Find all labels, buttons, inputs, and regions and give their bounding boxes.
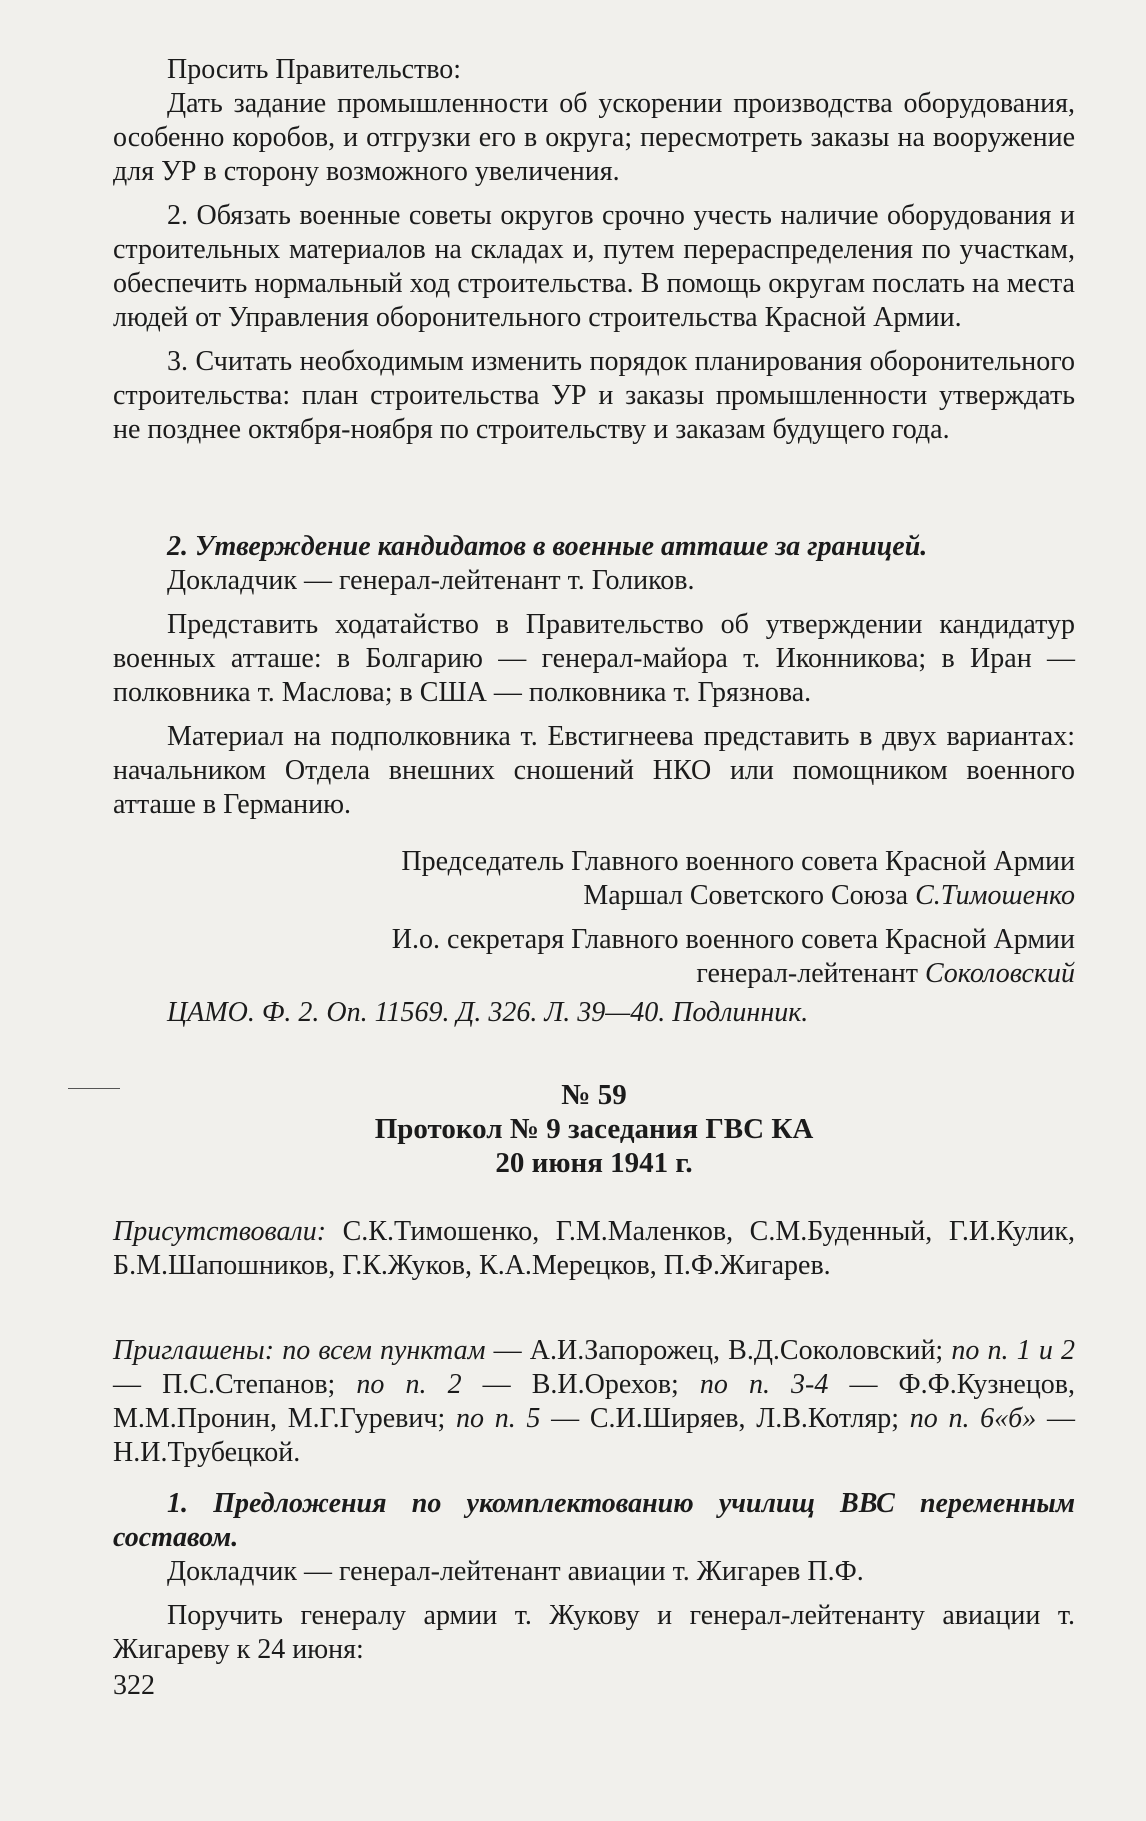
secretary-rank-line: генерал-лейтенант Соколовский bbox=[696, 958, 1075, 989]
paragraph: 2. Обязать военные советы округов срочно учесть наличие оборудования и строительных материалов на складах и, путем перераспределения по участкам, обеспечить нормальный ход строительства. В помощь округам послать на места людей от Управления оборонительного строительства Красной Армии. bbox=[113, 200, 1075, 333]
paragraph: 3. Считать необходимым изменить порядок планирования оборонительного строительства: план строительства УР и заказы промышленности утверждать не позднее октября-ноября по строительству и заказам будущего года. bbox=[113, 346, 1075, 445]
chair-title: Председатель Главного военного совета Красной Армии bbox=[401, 846, 1075, 877]
document-header bbox=[113, 1078, 1075, 1180]
secretary-title: И.о. секретаря Главного военного совета Красной Армии bbox=[391, 924, 1075, 955]
top-section bbox=[113, 53, 1075, 447]
attendees: Присутствовали: С.К.Тимошенко, Г.М.Маленков, С.М.Буденный, Г.И.Кулик, Б.М.Шапошников, Г.К.Жуков, К.А.Мерецков, П.Ф.Жигарев. bbox=[113, 1216, 1075, 1281]
item-1-section bbox=[113, 1487, 1075, 1667]
chair-rank-line: Маршал Советского Союза С.Тимошенко bbox=[583, 880, 1075, 911]
paragraph: Материал на подполковника т. Евстигнеева представить в двух вариантах: начальником Отдела внешних сношений НКО или помощником военного атташе в Германию. bbox=[113, 721, 1075, 820]
signature-block bbox=[113, 845, 1075, 991]
secretary-signature: Соколовский bbox=[924, 958, 1075, 989]
paragraph: Дать задание промышленности об ускорении производства оборудования, особенно коробов, и отгрузки его в округа; пересмотреть заказы на вооружение для УР в сторону возможного увеличения. bbox=[113, 88, 1075, 187]
page-number: 322 bbox=[113, 1670, 155, 1701]
item-title: 2. Утверждение кандидатов в военные атташе за границей. bbox=[167, 531, 928, 562]
item-title: 1. Предложения по укомплектованию училищ ВВС переменным составом. bbox=[113, 1488, 1075, 1553]
chair-signature: С.Тимошенко bbox=[915, 880, 1075, 911]
document-date: 20 июня 1941 г. bbox=[495, 1147, 693, 1179]
item-2-section bbox=[113, 530, 1075, 822]
invited-section bbox=[113, 1334, 1075, 1470]
attendees-label: Присутствовали: bbox=[113, 1216, 327, 1247]
attendees-section bbox=[113, 1215, 1075, 1283]
ask-government-heading: Просить Правительство: bbox=[167, 54, 462, 85]
speaker-line: Докладчик — генерал-лейтенант авиации т. Жигарев П.Ф. bbox=[167, 1556, 864, 1587]
speaker-line: Докладчик — генерал-лейтенант т. Голиков. bbox=[167, 565, 695, 596]
paragraph: Представить ходатайство в Правительство об утверждении кандидатур военных атташе: в Болгарию — генерал-майора т. Иконникова; в Иран — полковника т. Маслова; в США — полковника т. Грязнова. bbox=[113, 609, 1075, 708]
paragraph: Поручить генералу армии т. Жукову и генерал-лейтенанту авиации т. Жигареву к 24 июня: bbox=[113, 1600, 1075, 1665]
document-number: № 59 bbox=[561, 1079, 627, 1111]
archive-reference: ЦАМО. Ф. 2. Оп. 11569. Д. 326. Л. 39—40. Подлинник. bbox=[167, 997, 809, 1028]
archive-reference-block bbox=[113, 996, 1075, 1030]
invited: Приглашены: по всем пунктам — А.И.Запорожец, В.Д.Соколовский; по п. 1 и 2 — П.С.Степанов; по п. 2 — В.И.Орехов; по п. 3-4 — Ф.Ф.Кузнецов, М.М.Пронин, М.Г.Гуревич; по п. 5 — С.И.Ширяев, Л.В.Котляр; по п. 6«б» — Н.И.Трубецкой. bbox=[113, 1335, 1076, 1468]
document-title: Протокол № 9 заседания ГВС КА bbox=[374, 1113, 814, 1145]
